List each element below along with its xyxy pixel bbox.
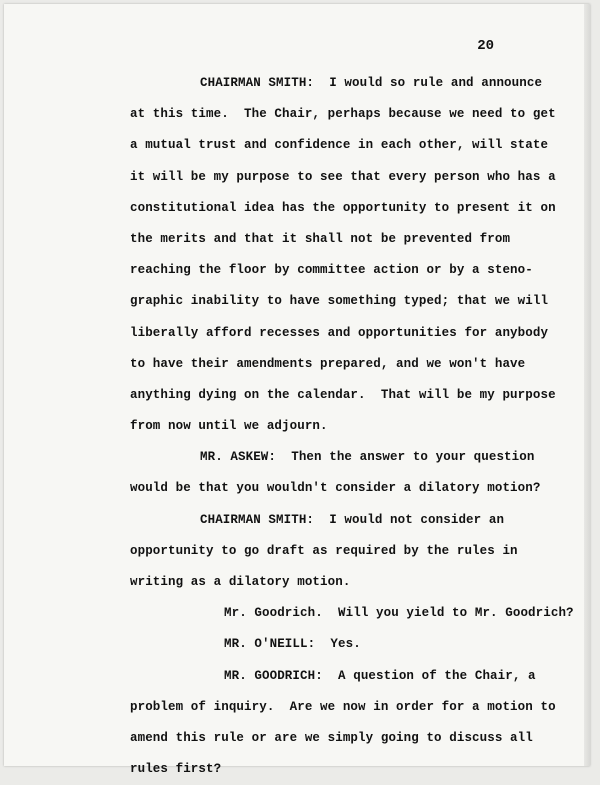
transcript-line: Mr. Goodrich. Will you yield to Mr. Goodrich? [224,606,574,621]
transcript-line: constitutional idea has the opportunity to present it on [130,200,556,215]
transcript-line: it will be my purpose to see that every person who has a [130,169,556,184]
transcript-body [130,68,574,785]
transcript-line: amend this rule or are we simply going to discuss all [130,730,533,745]
transcript-line: opportunity to go draft as required by the rules in [130,543,518,558]
transcript-line: MR. ASKEW: Then the answer to your question [200,450,535,465]
transcript-line: CHAIRMAN SMITH: I would not consider an [200,512,505,527]
transcript-line: to have their amendments prepared, and we won't have [130,356,526,371]
transcript-page [4,4,590,777]
page-edge-shadow [584,4,590,766]
transcript-line: at this time. The Chair, perhaps because we need to get [130,107,556,122]
transcript-line: problem of inquiry. Are we now in order for a motion to [130,699,556,714]
transcript-line: MR. O'NEILL: Yes. [224,637,361,652]
transcript-line: anything dying on the calendar. That will be my purpose [130,387,556,402]
transcript-line: MR. GOODRICH: A question of the Chair, a [224,668,536,683]
transcript-line: rules first? [130,762,222,777]
transcript-line: reaching the floor by committee action or by a steno- [130,263,533,278]
transcript-line: graphic inability to have something typed; that we will [130,294,549,309]
transcript-line: a mutual trust and confidence in each other, will state [130,138,549,153]
transcript-line: would be that you wouldn't consider a dilatory motion? [130,481,541,496]
page-number: 20 [477,38,494,54]
transcript-line: CHAIRMAN SMITH: I would so rule and announce [200,76,543,90]
transcript-line: writing as a dilatory motion. [130,575,351,589]
transcript-line: the merits and that it shall not be prevented from [130,231,511,246]
transcript-line: liberally afford recesses and opportunities for anybody [130,325,549,340]
transcript-line: from now until we adjourn. [130,419,328,434]
